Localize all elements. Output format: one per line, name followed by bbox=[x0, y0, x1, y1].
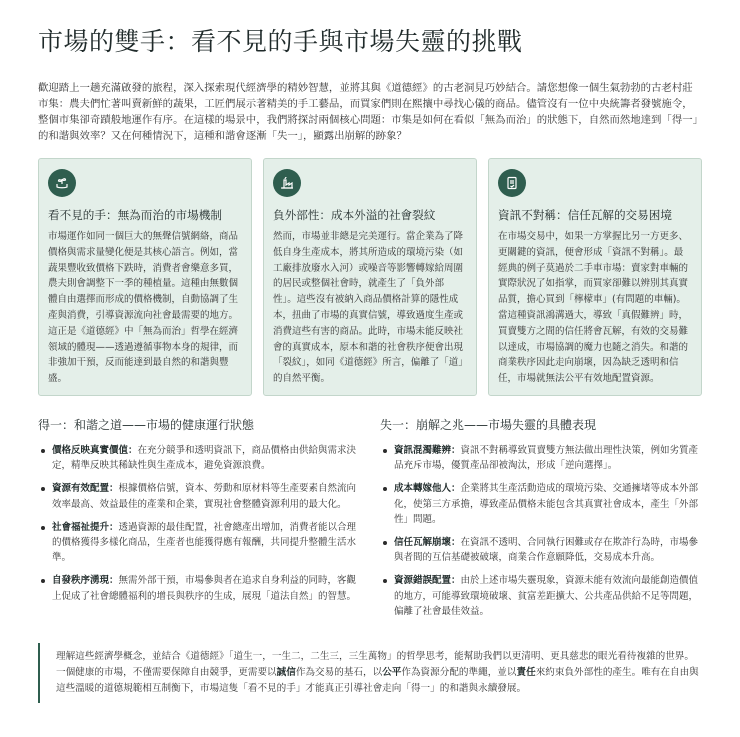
factory-smoke-icon bbox=[273, 169, 301, 197]
card-body: 然而，市場並非總是完美運行。當企業為了降低自身生產成本，將其所造成的環境污染（如工廠排放廢水入河）或噪音等影響轉嫁給周圍的居民或整個社會時，就產生了「負外部性」。這些沒有被納入商品價格計算的隱性成本，扭曲了市場的真實信號，導致過度生產或消費這些有害的商品。此時，市場未能反映社會的真實成本，原本和諧的社會秩序便會出現「裂紋」，如同《道德經》所言，偏離了「道」的自然平衡。 bbox=[273, 231, 464, 385]
card-title: 看不見的手：無為而治的市場機制 bbox=[48, 208, 222, 222]
intro-paragraph: 歡迎踏上一趟充滿啟發的旅程，深入探索現代經濟學的精妙智慧，並將其與《道德經》的古老洞見巧妙結合。請您想像一個生氣勃勃的古老村莊市集：農夫們忙著叫賣新鮮的蔬果，工匠們展示著精美的手工藝品，而買家們則在熙攘中尋找心儀的商品。儘管沒有一位中央統籌者發號施令，整個市集卻奇蹟般地運作有序。在這樣的場景中，我們將探討兩個核心問題：市集是如何在看似「無為而治」的狀態下，自然而然地達到「得一」的和諧與效率？又在何種情況下，這種和諧會逐漸「失一」，顯露出崩解的跡象？ bbox=[38, 82, 698, 142]
list-item: 價格反映真實價值：在充分競爭和透明資訊下，商品價格由供給與需求決定，精準反映其稀缺性與生產成本，避免資源浪費。 bbox=[38, 443, 360, 473]
list-item: 自發秩序湧現：無需外部干預，市場參與者在追求自身利益的同時，客觀上促成了社會總體福利的增長與秩序的生成，展現「道法自然」的智慧。 bbox=[38, 573, 360, 603]
card-negative-externality bbox=[263, 158, 477, 396]
list-item: 成本轉嫁他人：企業將其生產活動造成的環境污染、交通擁堵等成本外部化，使第三方承擔，導致產品價格未能包含其真實社會成本，產生「外部性」問題。 bbox=[380, 481, 702, 527]
comparison-lists bbox=[38, 416, 702, 627]
card-body: 市場運作如同一個巨大的無聲信號網絡，商品價格與需求量變化便是其核心語言。例如，當蔬果豐收致價格下跌時，消費者會樂意多買，農夫則會調整下一季的種植量。這種由無數個體自由選擇而形成的價格機制，自動協調了生產與消費，引導資源流向社會最需要的地方。這正是《道德經》中「無為而治」哲學在經濟領域的體現——透過遵循事物本身的規律，而非強加干預，反而能達到最自然的和諧與豐盛。 bbox=[48, 231, 239, 385]
list-heading: 失一：崩解之兆——市場失靈的具體表現 bbox=[380, 418, 597, 432]
list-item: 社會福祉提升：透過資源的最佳配置，社會總產出增加，消費者能以合理的價格獲得多樣化商品，生產者也能獲得應有報酬，共同提升整體生活水準。 bbox=[38, 520, 360, 566]
card-title: 資訊不對稱：信任瓦解的交易困境 bbox=[498, 208, 672, 222]
list-item: 信任瓦解崩壞：在資訊不透明、合同執行困難或存在欺詐行為時，市場參與者間的互信基礎被破壞，商業合作意願降低，交易成本升高。 bbox=[380, 535, 702, 565]
list-heading: 得一：和諧之道——市場的健康運行狀態 bbox=[38, 418, 255, 432]
card-body: 在市場交易中，如果一方掌握比另一方更多、更關鍵的資訊，便會形成「資訊不對稱」。最經典的例子莫過於二手車市場：賣家對車輛的實際狀況了如指掌，而買家卻難以辨別其真實品質，擔心買到「檸檬車」(有問題的車輛)。當這種資訊鴻溝過大，導致「真假難辨」時，買賣雙方之間的信任將會瓦解，有效的交易難以達成，市場協調的魔力也隨之消失。和諧的商業秩序因此走向崩壞，因為缺乏透明和信任，市場就無法公平有效地配置資源。 bbox=[498, 231, 689, 385]
list-item: 資源有效配置：根據價格信號，資本、勞動和原材料等生產要素自然流向效率最高、效益最佳的產業和企業，實現社會整體資源利用的最大化。 bbox=[38, 481, 360, 511]
concept-cards bbox=[38, 158, 702, 396]
card-invisible-hand bbox=[38, 158, 252, 396]
list-item: 資訊混濁難辨：資訊不對稱導致買賣雙方無法做出理性決策，例如劣質產品充斥市場，優質產品卻被淘汰，形成「逆向選擇」。 bbox=[380, 443, 702, 473]
list-failure bbox=[380, 416, 702, 627]
card-title: 負外部性：成本外溢的社會裂紋 bbox=[273, 208, 436, 222]
page-title: 市場的雙手：看不見的手與市場失靈的挑戰 bbox=[38, 27, 523, 56]
document-check-icon bbox=[498, 169, 526, 197]
list-harmony bbox=[38, 416, 360, 627]
card-information-asymmetry bbox=[488, 158, 702, 396]
sprout-hands-icon bbox=[48, 169, 76, 197]
summary-quote: 理解這些經濟學概念，並結合《道德經》「道生一，一生二，二生三，三生萬物」的哲學思考，能幫助我們以更清明、更具慈悲的眼光看待複雜的世界。一個健康的市場，不僅需要保障自由競爭，更需要以誠信作為交易的基石，以公平作為資源分配的準繩，並以責任來約束負外部性的產生。唯有在自由與這些溫暖的道德規範相互制衡下，市場這隻「看不見的手」才能真正引導社會走向「得一」的和諧與永續發展。 bbox=[38, 643, 702, 703]
list-item: 資源錯誤配置：由於上述市場失靈現象，資源未能有效流向最能創造價值的地方，可能導致環境破壞、貧富差距擴大、公共產品供給不足等問題，偏離了社會最佳效益。 bbox=[380, 573, 702, 619]
